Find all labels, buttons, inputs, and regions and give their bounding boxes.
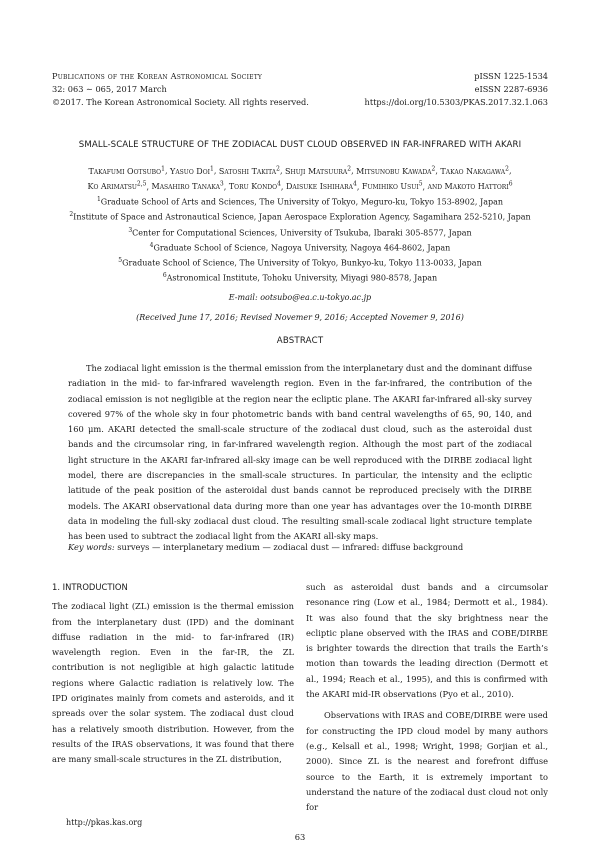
- author-name: Takao Nakagawa: [440, 166, 506, 176]
- author-name: Mitsunobu Kawada: [356, 166, 432, 176]
- affiliation: [40, 194, 560, 209]
- author-name: Masahiro Tanaka: [151, 182, 220, 192]
- intro-paragraph-1-cont: such as asteroidal dust bands and a circumsolar resonance ring (Low et al., 1984; Dermott et al., 1984). It was also found that the sky brightness near the ecliptic plane observed with the IRAS and COBE/DIRBE is brighter towards the direction that trails the Earth’s motion than towards the leading direction (Dermott et al., 1994; Reach et al., 1995), and this is confirmed with the AKARI mid-IR observations (Pyo et al., 2010).: [306, 582, 548, 700]
- author-affiliation-mark: 2: [347, 165, 352, 172]
- left-column: [52, 580, 294, 768]
- keywords-label: Key words:: [68, 542, 115, 552]
- author-affiliation-mark: 5: [418, 180, 423, 188]
- author: [362, 182, 423, 191]
- author: [286, 182, 357, 191]
- affiliation-number: 6: [162, 272, 167, 280]
- affiliation: [40, 240, 560, 255]
- journal-name: Publications of the Korean Astronomical Society: [52, 71, 263, 81]
- author-name: Takafumi Ootsubo: [88, 166, 162, 176]
- affiliation-number: 2: [69, 211, 74, 219]
- affiliation-number: 4: [149, 241, 154, 249]
- pissn: pISSN 1225-1534: [474, 71, 548, 81]
- author-affiliation-mark: 2: [276, 165, 280, 172]
- volume-line: 32: 063 ∼ 065, 2017 March: [52, 84, 167, 94]
- author-name: and Makoto Hattori: [427, 182, 509, 192]
- author-affiliation-mark: 2,5: [136, 180, 147, 188]
- affiliation-text: Graduate School of Science, Nagoya University, Nagoya 464-8602, Japan: [153, 243, 451, 253]
- affiliation-number: 1: [96, 196, 101, 203]
- author-affiliation-mark: 6: [508, 180, 513, 188]
- abstract-heading: ABSTRACT: [276, 336, 324, 346]
- author-affiliation-mark: 4: [352, 180, 357, 188]
- affiliation: [40, 255, 560, 270]
- received-dates: (Received June 17, 2016; Revised Novemer 9, 2016; Accepted Novemer 9, 2016): [136, 313, 464, 323]
- author-name: Fumihiko Usui: [361, 182, 419, 192]
- page-number: 63: [294, 832, 306, 842]
- author: [285, 167, 351, 176]
- copyright: ©2017. The Korean Astronomical Society. All rights reserved.: [52, 97, 309, 107]
- keywords-list: surveys — interplanetary medium — zodiacal dust — infrared: diffuse background: [117, 542, 464, 552]
- affiliation-text: Graduate School of Arts and Sciences, The University of Tokyo, Meguro-ku, Tokyo 153-8902, Japan: [100, 197, 504, 207]
- author-affiliation-mark: 3: [219, 180, 224, 188]
- author: [356, 167, 435, 176]
- affiliation-text: Center for Computational Sciences, University of Tsukuba, Ibaraki 305-8577, Japan: [132, 228, 472, 238]
- author: [428, 182, 513, 191]
- affiliation: [40, 225, 560, 240]
- doi-link[interactable]: https://doi.org/10.5303/PKAS.2017.32.1.063: [364, 97, 548, 107]
- author-line-1: Takafumi Ootsubo$^1$, Yasuo Doi$^1$, Satoshi Takita$^2$, Shuji Matsuura$^2$, Mitsunobu Kawada$^2$, Takao Nakagawa$^2$,: [88, 165, 512, 176]
- affiliation-text: Institute of Space and Astronautical Science, Japan Aerospace Exploration Agency, Sagamihara 252-5210, Japan: [73, 212, 531, 222]
- author: [152, 182, 224, 191]
- affiliation: [40, 270, 560, 285]
- paper-title: SMALL-SCALE STRUCTURE OF THE ZODIACAL DUST CLOUD OBSERVED IN FAR-INFRARED WITH AKARI: [78, 140, 522, 150]
- author-affiliation-mark: 2: [505, 165, 509, 172]
- intro-paragraph-1: The zodiacal light (ZL) emission is the thermal emission from the interplanetary dust (IPD) and the dominant diffuse radiation in the mid- to far-infrared (IR) wavelength region. Even in the far-IR, the ZL contribution is not negligible at high galactic latitude regions where Galactic radiation is relatively low. The IPD originates mainly from comets and asteroids, and it spreads over the solar system. The zodiacal dust cloud has a relatively smooth distribution. However, from the results of the IRAS observations, it was found that there are many small-scale structures in the ZL distribution,: [52, 601, 294, 765]
- author-line-2: Ko Arimatsu$^{2,5}$, Masahiro Tanaka$^3$, Toru Kondo$^4$, Daisuke Ishihara$^4$, Fumihiko Usui$^5$, and Makoto Hattori$^6$: [87, 180, 513, 192]
- author-name: Ko Arimatsu: [87, 182, 137, 192]
- affiliation-number: 3: [128, 226, 133, 234]
- author-affiliation-mark: 2: [431, 165, 436, 172]
- abstract-text: The zodiacal light emission is the thermal emission from the interplanetary dust and the dominant diffuse radiation in the mid- to far-infrared wavelength region. Even in the far-infrared, the contribution of the zodiacal emission is not negligible at the region near the ecliptic plane. The AKARI far-infrared all-sky survey covered 97% of the whole sky in four photometric bands with band central wavelengths of 65, 90, 140, and 160 μm. AKARI detected the small-scale structure of the zodiacal dust cloud, such as the asteroidal dust bands and the circumsolar ring, in far-infrared wavelength region. Although the most part of the zodiacal light structure in the AKARI far-infrared all-sky image can be well reproduced with the DIRBE zodiacal light model, there are discrepancies in the small-scale structures. In particular, the intensity and the ecliptic latitude of the peak position of the asteroidal dust bands cannot be reproduced precisely with the DIRBE models. The AKARI observational data during more than one year has advantages over the 10-month DIRBE data in modeling the full-sky zodiacal dust cloud. The resulting small-scale zodiacal light structure template has been used to subtract the zodiacal light from the AKARI all-sky maps.: [68, 363, 532, 542]
- author-affiliation-mark: 1: [161, 165, 165, 172]
- author: [170, 167, 214, 176]
- author-name: Satoshi Takita: [218, 166, 277, 176]
- author-name: Toru Kondo: [228, 182, 278, 192]
- author: [229, 182, 281, 191]
- eissn: eISSN 2287-6936: [474, 84, 548, 94]
- affiliation-text: Astronomical Institute, Tohoku University, Miyagi 980-8578, Japan: [166, 273, 438, 283]
- footer-url[interactable]: http://pkas.kas.org: [66, 818, 143, 827]
- author: [87, 182, 146, 191]
- right-column: [306, 580, 548, 815]
- keywords: [68, 542, 560, 552]
- affiliation-number: 5: [118, 257, 123, 264]
- intro-paragraph-2: Observations with IRAS and COBE/DIRBE were used for constructing the IPD cloud model by many authors (e.g., Kelsall et al., 1998; Wright, 1998; Gorjian et al., 2000). Since ZL is the nearest and forefront diffuse source to the Earth, it is extremely important to understand the nature of the zodiacal dust cloud not only for: [306, 710, 548, 813]
- author-affiliation-mark: 1: [209, 165, 214, 172]
- affiliation: [40, 209, 560, 224]
- author-name: Shuji Matsuura: [285, 166, 348, 176]
- affiliation-list: [40, 194, 560, 286]
- email[interactable]: E-mail: ootsubo@ea.c.u-tokyo.ac.jp: [228, 292, 372, 302]
- author: [440, 167, 509, 176]
- section-heading-introduction: 1. INTRODUCTION: [52, 582, 128, 592]
- author-name: Daisuke Ishihara: [286, 182, 353, 192]
- author-list: [48, 162, 552, 193]
- author-name: Yasuo Doi: [170, 166, 210, 176]
- affiliations-block: [40, 194, 560, 325]
- affiliation-text: Graduate School of Science, The University of Tokyo, Bunkyo-ku, Tokyo 113-0033, Japan: [122, 258, 482, 268]
- author: [89, 167, 165, 176]
- author: [219, 167, 280, 176]
- author-affiliation-mark: 4: [277, 180, 281, 188]
- journal-header: [52, 70, 548, 109]
